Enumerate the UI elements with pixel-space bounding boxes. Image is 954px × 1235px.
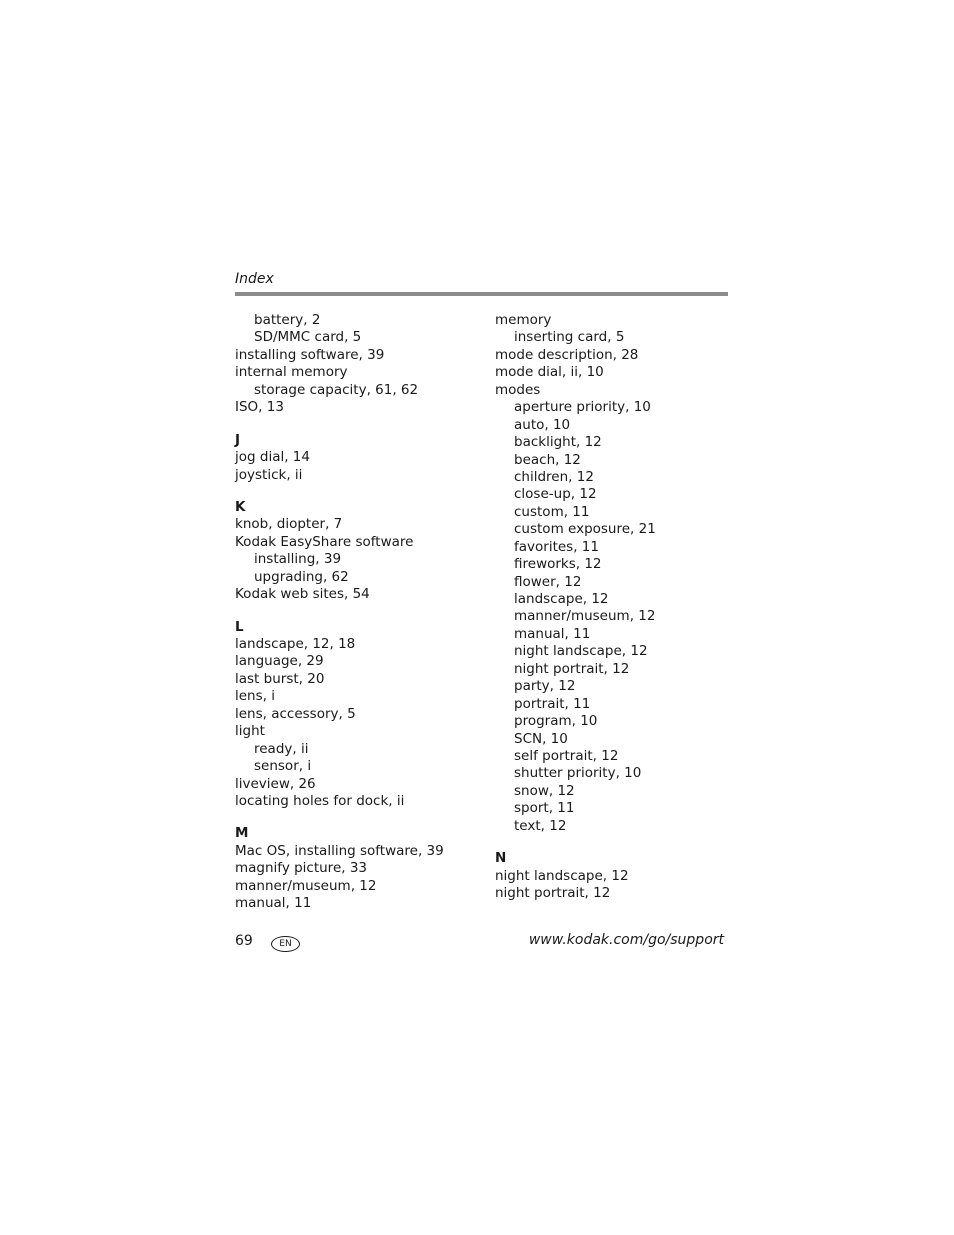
index-subentry: sport, 11 [514,800,575,817]
index-entry: liveview, 26 [235,775,316,792]
index-subentry: auto, 10 [514,416,571,433]
index-subentry: self portrait, 12 [514,747,619,764]
index-entry: night portrait, 12 [495,885,611,901]
index-section-letter: J [235,431,241,448]
index-entry: lens, accessory, 5 [235,705,356,722]
index-column-right [495,312,735,902]
index-entry: last burst, 20 [235,670,325,687]
index-subentry: installing, 39 [254,551,342,568]
index-subentry: children, 12 [514,468,594,485]
index-entry: jog dial, 14 [235,449,310,466]
section-gap [495,835,735,850]
index-subentry: flower, 12 [514,573,582,590]
index-section-letter: K [235,498,246,515]
index-entry: internal memory [235,364,348,381]
index-subentry: program, 10 [514,713,598,730]
index-subentry: beach, 12 [514,451,581,468]
index-entry: modes [495,381,541,398]
index-entry: manual, 11 [235,895,312,912]
index-entry: Kodak web sites, 54 [235,586,370,603]
index-subentry: backlight, 12 [514,434,602,451]
index-subentry: SD/MMC card, 5 [254,329,362,346]
index-section-letter: N [495,850,507,867]
language-badge: EN [271,936,300,952]
index-subentry: landscape, 12 [514,591,609,607]
index-subentry: shutter priority, 10 [514,765,642,782]
index-subentry: snow, 12 [514,782,575,799]
index-subentry: text, 12 [514,817,567,834]
page-header-title: Index [235,271,274,287]
index-section-letter: M [235,825,249,842]
index-entry: Mac OS, installing software, 39 [235,842,444,859]
index-subentry: close-up, 12 [514,486,597,503]
index-subentry: ready, ii [254,740,309,757]
index-subentry: night portrait, 12 [514,660,630,677]
section-gap [235,604,485,619]
index-entry: Kodak EasyShare software [235,533,414,550]
index-subentry: portrait, 11 [514,695,591,712]
index-subentry: party, 12 [514,678,576,695]
index-entry: knob, diopter, 7 [235,516,343,533]
index-subentry: storage capacity, 61, 62 [254,381,419,398]
index-subentry: manner/museum, 12 [514,608,656,625]
index-subentry: manual, 11 [514,625,591,642]
index-column-left [235,312,485,913]
index-subentry: battery, 2 [254,312,321,328]
index-entry: lens, i [235,688,275,705]
index-entry: language, 29 [235,653,324,670]
page-number: 69 [235,933,253,949]
section-gap [235,484,485,499]
index-section-letter: L [235,618,244,635]
index-entry: installing software, 39 [235,346,385,363]
index-entry: locating holes for dock, ii [235,792,405,809]
index-entry: ISO, 13 [235,399,284,416]
header-divider [235,292,728,296]
index-subentry: inserting card, 5 [514,329,625,346]
index-subentry: custom, 11 [514,503,590,520]
section-gap [235,810,485,825]
index-entry: memory [495,312,552,328]
index-entry: landscape, 12, 18 [235,636,356,652]
index-subentry: fireworks, 12 [514,556,602,573]
index-subentry: favorites, 11 [514,538,599,555]
index-subentry: SCN, 10 [514,730,568,747]
index-entry: mode description, 28 [495,346,639,363]
index-entry: night landscape, 12 [495,867,629,884]
index-entry: light [235,723,265,740]
index-entry: magnify picture, 33 [235,860,368,877]
index-entry: mode dial, ii, 10 [495,364,604,381]
index-subentry: sensor, i [254,758,312,775]
support-url: www.kodak.com/go/support [528,932,724,948]
index-entry: joystick, ii [235,466,303,483]
index-subentry: custom exposure, 21 [514,521,656,538]
index-subentry: night landscape, 12 [514,643,648,660]
index-entry: manner/museum, 12 [235,877,377,894]
index-subentry: aperture priority, 10 [514,399,651,416]
index-subentry: upgrading, 62 [254,568,349,585]
section-gap [235,417,485,432]
